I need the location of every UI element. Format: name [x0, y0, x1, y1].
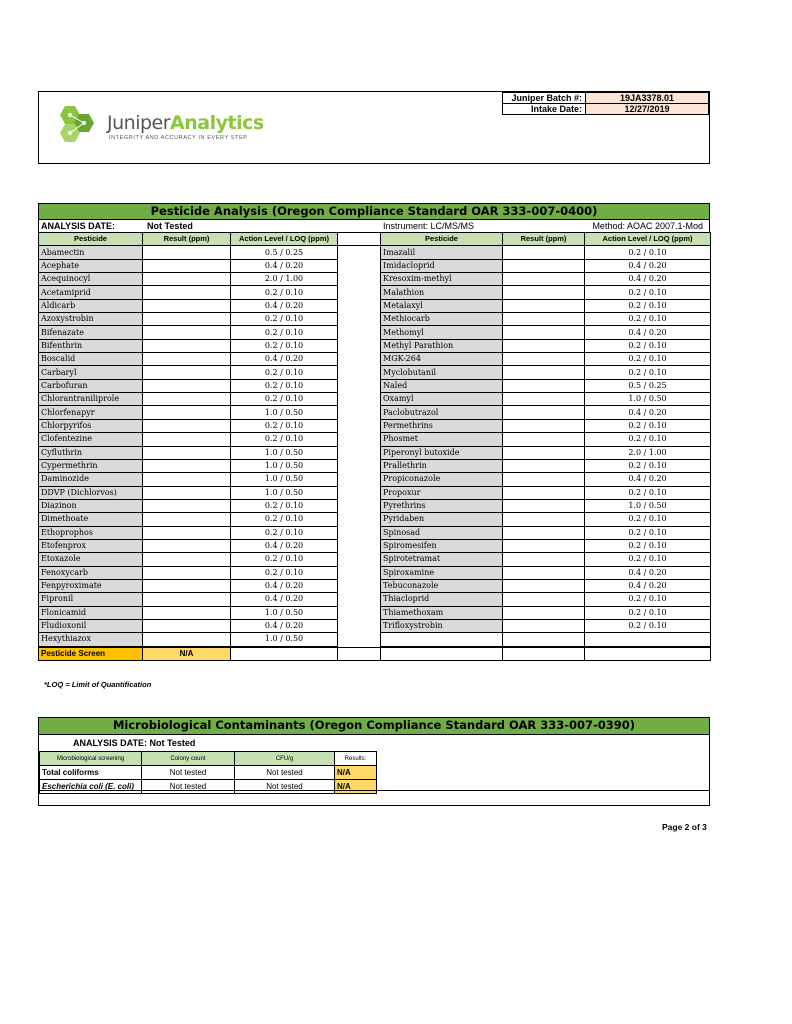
result-cell	[503, 299, 585, 312]
pesticide-table-header	[39, 233, 711, 246]
pesticide-name: Propoxur	[381, 486, 503, 499]
action-level: 0.4 / 0.20	[231, 539, 338, 552]
pesticide-name: Ethoprophos	[39, 526, 143, 539]
result-cell	[503, 286, 585, 299]
pesticide-name: Piperonyl butoxide	[381, 446, 503, 459]
pesticide-name: Methomyl	[381, 326, 503, 339]
result-cell	[143, 393, 231, 406]
pesticide-name: Acephate	[39, 259, 143, 272]
pesticide-name: Flonicamid	[39, 606, 143, 619]
table-row	[39, 299, 711, 312]
table-row	[39, 513, 711, 526]
result-cell	[143, 606, 231, 619]
result-cell	[503, 553, 585, 566]
result-cell	[143, 579, 231, 592]
gap-cell	[338, 246, 381, 259]
result-cell	[503, 579, 585, 592]
gap-cell	[338, 633, 381, 646]
pesticide-name: Imazalil	[381, 246, 503, 259]
action-level: 0.4 / 0.20	[231, 619, 338, 632]
logo-tagline: INTEGRITY AND ACCURACY IN EVERY STEP	[109, 135, 248, 141]
batch-label: Juniper Batch #:	[503, 93, 586, 104]
action-level: 0.2 / 0.10	[585, 513, 711, 526]
pesticide-screen-value: N/A	[143, 647, 231, 660]
result-cell	[143, 299, 231, 312]
pesticide-name: Chlorpyrifos	[39, 419, 143, 432]
table-row	[39, 419, 711, 432]
pesticide-table	[38, 232, 711, 647]
pesticide-name: Thiamethoxam	[381, 606, 503, 619]
action-level: 0.4 / 0.20	[585, 406, 711, 419]
gap-cell	[338, 273, 381, 286]
table-row	[39, 473, 711, 486]
pesticide-name: Paclobutrazol	[381, 406, 503, 419]
pesticide-name: Tebuconazole	[381, 579, 503, 592]
result-cell	[503, 259, 585, 272]
pesticide-name: Boscalid	[39, 353, 143, 366]
header-box	[38, 91, 710, 164]
action-level: 0.2 / 0.10	[585, 366, 711, 379]
result-cell	[143, 406, 231, 419]
gap-cell	[338, 313, 381, 326]
pesticide-name: Phosmet	[381, 433, 503, 446]
col-result-left: Result (ppm)	[143, 233, 231, 246]
result-cell	[503, 313, 585, 326]
action-level: 0.2 / 0.10	[585, 539, 711, 552]
micro-divider	[39, 790, 709, 791]
empty-cell	[503, 647, 585, 660]
table-row	[39, 633, 711, 646]
result-cell	[143, 486, 231, 499]
action-level: 0.2 / 0.10	[585, 593, 711, 606]
pesticide-name: Diazinon	[39, 499, 143, 512]
pesticide-name: Etofenprox	[39, 539, 143, 552]
colony-count: Not tested	[142, 780, 235, 794]
result-cell	[143, 433, 231, 446]
table-row	[39, 433, 711, 446]
result-cell	[143, 473, 231, 486]
result-value: N/A	[335, 766, 377, 780]
table-row	[39, 259, 711, 272]
result-cell	[143, 379, 231, 392]
pesticide-name: Malathion	[381, 286, 503, 299]
result-cell	[143, 273, 231, 286]
pesticide-name: Carbofuran	[39, 379, 143, 392]
hexagon-logo-icon	[55, 104, 101, 144]
result-cell	[143, 499, 231, 512]
organism-name: Total coliforms	[40, 766, 142, 780]
pesticide-name: Azoxystrobin	[39, 313, 143, 326]
gap-cell	[338, 606, 381, 619]
action-level: 0.5 / 0.25	[585, 379, 711, 392]
pesticide-name: Bifenthrin	[39, 339, 143, 352]
col-pesticide-right: Pesticide	[381, 233, 503, 246]
gap-cell	[338, 553, 381, 566]
table-row	[39, 273, 711, 286]
result-cell	[503, 539, 585, 552]
pesticide-name: Trifloxystrobin	[381, 619, 503, 632]
pesticide-name: Spiroxamine	[381, 566, 503, 579]
result-cell	[503, 353, 585, 366]
pesticide-name: DDVP (Dichlorvos)	[39, 486, 143, 499]
loq-note: *LOQ = Limit of Quantification	[44, 680, 152, 689]
empty-cell	[338, 647, 381, 660]
result-cell	[143, 513, 231, 526]
gap-cell	[338, 446, 381, 459]
table-row	[39, 406, 711, 419]
pesticide-name: Methyl Parathion	[381, 339, 503, 352]
action-level: 0.2 / 0.10	[231, 326, 338, 339]
pesticide-name: Myclobutanil	[381, 366, 503, 379]
pesticide-name: Acetamiprid	[39, 286, 143, 299]
pesticide-name: Fenoxycarb	[39, 566, 143, 579]
pesticide-title: Pesticide Analysis (Oregon Compliance Standard OAR 333-007-0400)	[38, 203, 710, 220]
gap-cell	[338, 539, 381, 552]
gap-cell	[338, 326, 381, 339]
result-cell	[503, 446, 585, 459]
colony-count: Not tested	[142, 766, 235, 780]
action-level: 0.4 / 0.20	[585, 579, 711, 592]
table-row	[39, 579, 711, 592]
result-cell	[503, 526, 585, 539]
action-level: 0.2 / 0.10	[231, 366, 338, 379]
table-row	[39, 313, 711, 326]
result-cell	[503, 473, 585, 486]
result-cell	[503, 566, 585, 579]
organism-name: Escherichia coli (E. coli)	[40, 780, 142, 794]
action-level: 0.2 / 0.10	[231, 419, 338, 432]
table-row	[39, 379, 711, 392]
pesticide-name: Spiromesifen	[381, 539, 503, 552]
result-cell	[503, 619, 585, 632]
pesticide-name: Hexythiazox	[39, 633, 143, 646]
pesticide-name: Pyridaben	[381, 513, 503, 526]
action-level: 2.0 / 1.00	[585, 446, 711, 459]
cfu-value: Not tested	[235, 766, 335, 780]
result-cell	[503, 379, 585, 392]
result-cell	[143, 246, 231, 259]
gap-cell	[338, 419, 381, 432]
table-row	[39, 486, 711, 499]
table-row	[39, 619, 711, 632]
gap-cell	[338, 593, 381, 606]
pesticide-name: Bifenazate	[39, 326, 143, 339]
col-result-right: Result (ppm)	[503, 233, 585, 246]
pesticide-name: Naled	[381, 379, 503, 392]
pesticide-name: Daminozide	[39, 473, 143, 486]
action-level: 0.4 / 0.20	[585, 473, 711, 486]
action-level: 1.0 / 0.50	[231, 486, 338, 499]
empty-cell	[381, 647, 503, 660]
intake-date-value: 12/27/2019	[586, 104, 709, 115]
action-level: 0.2 / 0.10	[585, 246, 711, 259]
result-cell	[503, 459, 585, 472]
action-level: 0.2 / 0.10	[231, 566, 338, 579]
result-cell	[143, 366, 231, 379]
result-cell	[503, 366, 585, 379]
action-level: 1.0 / 0.50	[231, 633, 338, 646]
pesticide-name: Fenpyroximate	[39, 579, 143, 592]
action-level: 0.2 / 0.10	[585, 486, 711, 499]
gap-cell	[338, 393, 381, 406]
table-row	[39, 353, 711, 366]
result-cell	[503, 406, 585, 419]
gap-cell	[338, 566, 381, 579]
action-level: 0.2 / 0.10	[585, 339, 711, 352]
gap-cell	[338, 619, 381, 632]
instrument-text: Instrument: LC/MS/MS	[383, 221, 475, 231]
pesticide-info-row	[38, 220, 710, 232]
action-level: 0.2 / 0.10	[231, 313, 338, 326]
result-cell	[143, 459, 231, 472]
pesticide-name: Spirotetramat	[381, 553, 503, 566]
pesticide-name: Fipronil	[39, 593, 143, 606]
result-cell	[503, 606, 585, 619]
action-level: 0.2 / 0.10	[585, 353, 711, 366]
gap-cell	[338, 406, 381, 419]
table-row	[39, 459, 711, 472]
gap-cell	[338, 473, 381, 486]
action-level: 0.4 / 0.20	[585, 273, 711, 286]
result-cell	[503, 499, 585, 512]
pesticide-name: Prallethrin	[381, 459, 503, 472]
empty-cell	[585, 647, 711, 660]
action-level: 0.2 / 0.10	[585, 419, 711, 432]
action-level: 0.2 / 0.10	[585, 313, 711, 326]
pesticide-name: Imidacloprid	[381, 259, 503, 272]
gap-cell	[338, 299, 381, 312]
result-cell	[503, 393, 585, 406]
pesticide-name: Cyfluthrin	[39, 446, 143, 459]
table-row	[39, 553, 711, 566]
pesticide-name: Propiconazole	[381, 473, 503, 486]
table-row	[39, 606, 711, 619]
micro-section	[38, 717, 710, 806]
pesticide-name: Oxamyl	[381, 393, 503, 406]
action-level: 1.0 / 0.50	[585, 499, 711, 512]
gap-cell	[338, 379, 381, 392]
result-cell	[503, 633, 585, 646]
table-row	[39, 246, 711, 259]
pesticide-name: Chlorantraniliprole	[39, 393, 143, 406]
result-cell	[143, 539, 231, 552]
result-cell	[143, 419, 231, 432]
pesticide-name: Fludioxonil	[39, 619, 143, 632]
result-cell	[503, 593, 585, 606]
table-row	[39, 326, 711, 339]
result-cell	[503, 273, 585, 286]
action-level: 0.4 / 0.20	[231, 299, 338, 312]
batch-value: 19JA3378.01	[586, 93, 709, 104]
pesticide-name: Permethrins	[381, 419, 503, 432]
col-action-left: Action Level / LOQ (ppm)	[231, 233, 338, 246]
action-level: 0.2 / 0.10	[585, 619, 711, 632]
gap-cell	[338, 579, 381, 592]
result-cell	[143, 259, 231, 272]
action-level: 1.0 / 0.50	[585, 393, 711, 406]
pesticide-name	[381, 633, 503, 646]
action-level: 0.2 / 0.10	[585, 606, 711, 619]
pesticide-section	[38, 203, 710, 661]
result-cell	[143, 566, 231, 579]
gap-cell	[338, 286, 381, 299]
result-cell	[503, 513, 585, 526]
table-row	[39, 539, 711, 552]
result-cell	[143, 339, 231, 352]
action-level: 0.2 / 0.10	[231, 513, 338, 526]
col-screening: Microbiological screening	[40, 752, 142, 766]
pesticide-name: Methiocarb	[381, 313, 503, 326]
gap-cell	[338, 339, 381, 352]
col-pesticide-left: Pesticide	[39, 233, 143, 246]
pesticide-name: Metalaxyl	[381, 299, 503, 312]
action-level: 0.2 / 0.10	[585, 526, 711, 539]
action-level: 0.4 / 0.20	[585, 326, 711, 339]
method-text: Method: AOAC 2007.1-Mod	[592, 221, 703, 231]
action-level: 0.2 / 0.10	[231, 526, 338, 539]
intake-date-label: Intake Date:	[503, 104, 586, 115]
batch-info-table	[502, 92, 709, 115]
result-cell	[143, 553, 231, 566]
gap-cell	[338, 366, 381, 379]
table-row	[39, 566, 711, 579]
table-row	[39, 593, 711, 606]
pesticide-name: Carbaryl	[39, 366, 143, 379]
action-level: 0.4 / 0.20	[585, 566, 711, 579]
table-row	[39, 526, 711, 539]
col-cfu: CFU/g	[235, 752, 335, 766]
pesticide-name: Abamectin	[39, 246, 143, 259]
result-cell	[503, 486, 585, 499]
action-level: 0.5 / 0.25	[231, 246, 338, 259]
col-gap	[338, 233, 381, 246]
cfu-value: Not tested	[235, 780, 335, 794]
table-row	[39, 393, 711, 406]
result-cell	[143, 326, 231, 339]
pesticide-name: Aldicarb	[39, 299, 143, 312]
action-level: 2.0 / 1.00	[231, 273, 338, 286]
micro-title: Microbiological Contaminants (Oregon Compliance Standard OAR 333-007-0390)	[39, 718, 709, 735]
action-level: 0.4 / 0.20	[231, 579, 338, 592]
gap-cell	[338, 259, 381, 272]
result-cell	[143, 446, 231, 459]
action-level: 0.4 / 0.20	[231, 593, 338, 606]
gap-cell	[338, 526, 381, 539]
micro-table	[39, 751, 377, 794]
pesticide-name: Cypermethrin	[39, 459, 143, 472]
col-action-right: Action Level / LOQ (ppm)	[585, 233, 711, 246]
action-level: 1.0 / 0.50	[231, 606, 338, 619]
action-level: 0.4 / 0.20	[231, 259, 338, 272]
action-level: 0.4 / 0.20	[585, 259, 711, 272]
table-row	[39, 499, 711, 512]
action-level: 1.0 / 0.50	[231, 473, 338, 486]
gap-cell	[338, 513, 381, 526]
action-level: 0.2 / 0.10	[585, 433, 711, 446]
action-level: 0.2 / 0.10	[585, 286, 711, 299]
table-row	[39, 366, 711, 379]
action-level: 0.2 / 0.10	[231, 553, 338, 566]
table-row	[40, 780, 377, 794]
gap-cell	[338, 459, 381, 472]
gap-cell	[338, 433, 381, 446]
result-value: N/A	[335, 780, 377, 794]
pesticide-name: Dimethoate	[39, 513, 143, 526]
gap-cell	[338, 499, 381, 512]
action-level: 0.2 / 0.10	[231, 379, 338, 392]
result-cell	[143, 353, 231, 366]
page-number: Page 2 of 3	[662, 822, 707, 832]
action-level	[585, 633, 711, 646]
action-level: 0.2 / 0.10	[585, 553, 711, 566]
result-cell	[143, 313, 231, 326]
action-level: 0.2 / 0.10	[231, 433, 338, 446]
result-cell	[143, 633, 231, 646]
gap-cell	[338, 486, 381, 499]
pesticide-name: Pyrethrins	[381, 499, 503, 512]
pesticide-screen-row	[38, 647, 711, 661]
action-level: 0.2 / 0.10	[585, 459, 711, 472]
gap-cell	[338, 353, 381, 366]
analysis-date-value: Not Tested	[147, 221, 193, 231]
result-cell	[503, 339, 585, 352]
col-results: Results:	[335, 752, 377, 766]
action-level: 1.0 / 0.50	[231, 459, 338, 472]
micro-analysis-date: ANALYSIS DATE: Not Tested	[73, 738, 196, 748]
col-colony: Colony count	[142, 752, 235, 766]
action-level: 0.2 / 0.10	[231, 339, 338, 352]
pesticide-screen-label: Pesticide Screen	[39, 647, 143, 660]
pesticide-name: Clofentezine	[39, 433, 143, 446]
pesticide-name: Spinosad	[381, 526, 503, 539]
table-row	[39, 446, 711, 459]
company-logo	[55, 104, 295, 144]
logo-wordmark: JuniperAnalytics	[107, 112, 264, 134]
result-cell	[503, 246, 585, 259]
pesticide-name: Acequinocyl	[39, 273, 143, 286]
action-level: 0.2 / 0.10	[231, 393, 338, 406]
table-row	[39, 339, 711, 352]
analysis-date-label: ANALYSIS DATE:	[41, 221, 116, 231]
pesticide-name: Thiacloprid	[381, 593, 503, 606]
action-level: 0.4 / 0.20	[231, 353, 338, 366]
action-level: 1.0 / 0.50	[231, 406, 338, 419]
result-cell	[143, 593, 231, 606]
result-cell	[143, 619, 231, 632]
table-row	[40, 766, 377, 780]
action-level: 0.2 / 0.10	[231, 499, 338, 512]
empty-cell	[231, 647, 338, 660]
pesticide-name: Chlorfenapyr	[39, 406, 143, 419]
action-level: 0.2 / 0.10	[231, 286, 338, 299]
pesticide-name: Kresoxim-methyl	[381, 273, 503, 286]
result-cell	[143, 526, 231, 539]
action-level: 0.2 / 0.10	[585, 299, 711, 312]
pesticide-name: Etoxazole	[39, 553, 143, 566]
result-cell	[503, 326, 585, 339]
result-cell	[143, 286, 231, 299]
micro-table-header	[40, 752, 377, 766]
result-cell	[503, 433, 585, 446]
result-cell	[503, 419, 585, 432]
table-row	[39, 286, 711, 299]
pesticide-name: MGK-264	[381, 353, 503, 366]
action-level: 1.0 / 0.50	[231, 446, 338, 459]
